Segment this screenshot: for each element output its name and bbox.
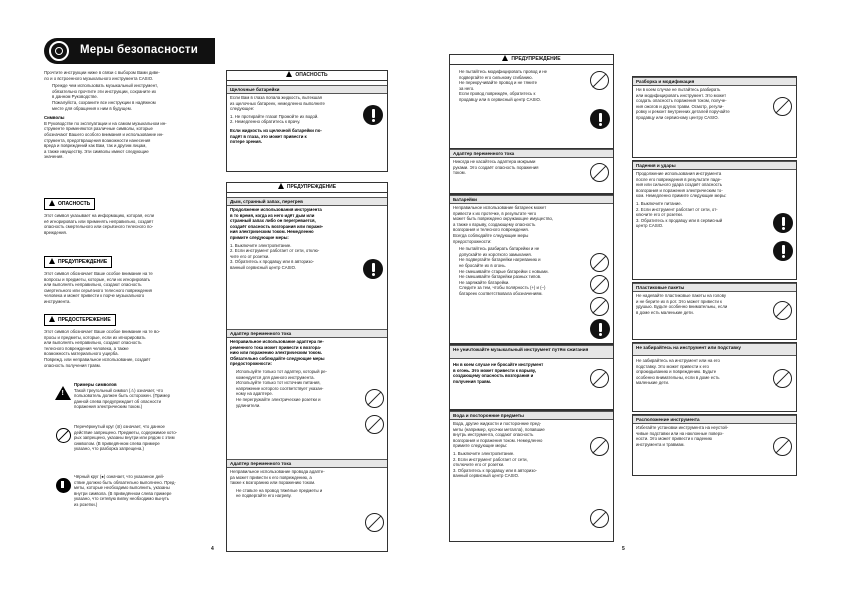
warning-text: человека и может привести к порче музыкального xyxy=(44,293,145,299)
body-line: примите следующие меры: xyxy=(230,234,289,240)
bullet-line: Не заряжайте батарейки. xyxy=(459,279,510,285)
step-line: 3. Обратитесь к продавцу или в сервисный xyxy=(636,217,723,223)
note-line: потере зрения. xyxy=(230,139,262,145)
drops-body xyxy=(636,171,768,229)
bullet-line: Пожалуйста, сохраните все инструкции в надёжном xyxy=(52,99,156,105)
body-line: из щелочных батареек, немедленно выполните xyxy=(230,100,325,106)
body-line: внутрь инструмента, создают опасность xyxy=(453,432,534,438)
body-line: продавцу или сервисному центру CASIO. xyxy=(636,114,719,120)
body-line: Вода, другие жидкости и посторонние пред- xyxy=(453,421,542,426)
body-line: Ни в коем случае не пытайтесь разбирать xyxy=(636,87,721,92)
drops-box xyxy=(632,160,797,280)
warning-text: Этот символ обозначает Ваше особое внимание на те xyxy=(44,271,153,276)
body-line: возгорания и поражения электрическим то- xyxy=(636,187,723,193)
unplug-mandatory-icon xyxy=(56,478,71,493)
bullet-line: Не смешивайте старые батарейки с новыми. xyxy=(459,268,549,274)
body-line: в то время, когда из него идёт дым или xyxy=(230,212,315,218)
caution-text: телесного повреждения человека, а также xyxy=(44,345,129,351)
ac-adaptor-body xyxy=(230,339,358,408)
bullet-line: обязательно прочтите эти инструкции, сохраните их xyxy=(52,88,157,94)
step-line: 2. Если инструмент работает от сети, xyxy=(453,456,528,462)
prohibited-icon xyxy=(590,71,609,90)
batteries-body xyxy=(230,95,358,145)
example-text: меты, которые необходимо выполнить, указаны xyxy=(74,485,170,491)
caution-text: просы и предметы, которые, если их игнорировать xyxy=(44,334,146,340)
ac-adaptor-box xyxy=(449,148,614,194)
plastic-bags-box xyxy=(632,282,797,340)
caution-text: или выполнять неправильно, создают опасность xyxy=(44,340,142,346)
water-section-title: Вода и посторонние предметы xyxy=(450,411,613,420)
symbols-text: обозначают Вашего особого внимания и использование ин- xyxy=(44,131,164,137)
intro-line: ло и о встроенного музыкального инструмента CASIO. xyxy=(44,75,154,81)
left-column xyxy=(44,70,215,160)
prohibited-disassembly-icon xyxy=(56,428,71,443)
header-inner-circle-icon xyxy=(55,47,63,55)
body-line: чивые подставки или на наклонные поверх- xyxy=(636,430,724,436)
danger-box xyxy=(226,70,388,172)
step-line: 1. Выключите электропитание. xyxy=(453,450,515,456)
body-line: ра может привести к его повреждению, а xyxy=(230,474,312,480)
warning-box-continued xyxy=(449,54,614,151)
bullet-line: не подвергайте его нагреву. xyxy=(236,493,292,499)
body-line: током. xyxy=(453,170,466,176)
body-line: подставку. Это может привести к его xyxy=(636,363,709,369)
symbols-heading: Символы xyxy=(44,115,65,121)
prohibited-icon xyxy=(773,437,792,456)
smoke-body xyxy=(230,207,358,271)
step-line: 1. Не протирайте глаза! Промойте их водой. xyxy=(230,113,319,119)
body-line: Не забирайтесь на инструмент или на его xyxy=(636,358,720,363)
location-section-title: Расположение инструмента xyxy=(633,415,796,424)
example-triangle xyxy=(74,382,216,410)
body-line: или модифицировать инструмент. Это может xyxy=(636,92,727,98)
right-page xyxy=(421,0,842,595)
caution-label: ПРЕДОСТЕРЕЖЕНИЕ xyxy=(44,314,116,326)
bullet-line: Используйте только тот источник питания, xyxy=(236,380,321,386)
body-line: странный запах либо он перегревается, xyxy=(230,218,316,224)
bullet-line: Не смешивайте батарейки разных типов. xyxy=(459,274,542,280)
prohibited-icon xyxy=(590,275,609,294)
body-line: Неправильное использование батареек может xyxy=(453,205,547,210)
body-line: также к возгоранию или поражению током. xyxy=(230,480,316,486)
symbols-text: струмента, предотвращения возможности нанесения xyxy=(44,137,151,143)
bullet-line: Используйте только тот адаптер, который ре- xyxy=(236,368,327,374)
prohibited-icon xyxy=(590,297,609,316)
body-line: ния ожогов и других травм. Осмотр, регули- xyxy=(636,103,724,109)
example-text: из розетки.) xyxy=(74,501,98,507)
body-line: ременного тока может привести к возгора- xyxy=(230,344,322,350)
water-body xyxy=(453,421,585,479)
water-box xyxy=(449,410,614,542)
examples-heading: Примеры символов xyxy=(74,382,117,387)
electric-shock-warning-icon xyxy=(55,386,71,400)
body-line: возгорания и поражения током. Немедленно xyxy=(453,437,543,443)
body-line: Избегайте установки инструмента на неустой- xyxy=(636,425,729,430)
warning-triangle-icon xyxy=(502,55,508,61)
example-text: Такой треугольный символ (⚠) означает, что xyxy=(74,387,164,393)
drops-section-title: Падения и удары xyxy=(633,161,796,170)
body-line: Продолжение использования инструмента xyxy=(636,171,722,176)
ac-adaptor-section-title: Адаптер переменного тока xyxy=(450,149,613,158)
section-header-bar xyxy=(44,38,215,64)
note-line: Если жидкость из щелочной батарейки по- xyxy=(230,127,322,133)
prohibited-icon xyxy=(365,513,384,532)
example-text: внутри символа. (В приведённом слева примере xyxy=(74,490,172,496)
body-line: ровку и ремонт внутренних деталей поручайте xyxy=(636,109,730,115)
example-text: действие запрещено. Предметы, содержимое кото- xyxy=(74,429,178,435)
example-text: Перечёркнутый круг (⊘) означает, что данное xyxy=(74,424,165,429)
body-line: предосторожности: xyxy=(453,238,492,244)
warning-text: смертельного или серьёзного телесного повреждения xyxy=(44,287,152,293)
body-line: создаёт опасность возгорания или пораже- xyxy=(230,223,324,229)
example-prohibited xyxy=(74,424,216,452)
body-line: может быть повреждено окружающее имущество, xyxy=(453,216,554,222)
disassembly-box xyxy=(632,76,797,158)
bullet-line: за него. xyxy=(459,85,475,91)
symbols-text: значения. xyxy=(44,154,64,160)
bullet-line: в данном Руководстве. xyxy=(52,94,98,100)
cord-bullets xyxy=(453,69,585,103)
prohibited-icon xyxy=(365,415,384,434)
step-line: чите его от розетки. xyxy=(230,253,270,259)
caution-definition xyxy=(44,308,215,368)
caution-text: Поврежд. или неправильное использование, создаёт xyxy=(44,356,151,362)
danger-label: ОПАСНОСТЬ xyxy=(44,198,95,210)
mandatory-action-icon xyxy=(773,213,793,233)
body-line: возгорания и телесного повреждения. xyxy=(453,227,529,233)
body-line: особенно внимательны, если в доме есть xyxy=(636,374,720,380)
example-text: поражения электрическим током.) xyxy=(74,404,143,410)
prohibited-icon xyxy=(773,97,792,116)
batteries-body xyxy=(453,205,585,297)
body-line: Неправильное использование провода адапте- xyxy=(230,469,325,474)
mandatory-action-icon xyxy=(363,259,383,279)
fire-section-title: Не уничтожайте музыкальный инструмент путём сжигания xyxy=(450,345,613,359)
bullet-line: Не перекручивайте провод и не тяните xyxy=(459,80,537,86)
body-line: предосторожности: xyxy=(230,361,272,367)
fire-box xyxy=(449,344,614,410)
warning-text: или выполнять неправильно, создают опасность xyxy=(44,282,142,288)
bullet-line: не бросайте их в огонь. xyxy=(459,262,506,268)
fire-body xyxy=(453,362,585,384)
step-line: 3. Обратитесь к продавцу или в авторизо- xyxy=(230,259,314,265)
warning-triangle-icon xyxy=(49,200,55,206)
bullet-line: продавцу или в сервисный центр CASIO. xyxy=(459,96,542,102)
body-line: удушью. Будьте особенно внимательны, если xyxy=(636,304,728,310)
step-line: 2. Если инструмент работает от сети, от- xyxy=(636,206,718,212)
body-line: ния электрическим током. Немедленно xyxy=(230,229,314,235)
ac-adaptor-section-title: Адаптер переменного тока xyxy=(227,329,387,338)
caution-text: Этот символ обозначает Ваше особое внимание на те во- xyxy=(44,329,161,334)
ac-adaptor-body-2 xyxy=(230,469,358,499)
prohibited-icon xyxy=(590,163,609,182)
warning-label: ПРЕДУПРЕЖДЕНИЕ xyxy=(44,256,112,268)
body-line: Всегда соблюдайте следующие меры xyxy=(453,232,529,238)
bullet-line: Если провод повреждён, обратитесь к xyxy=(459,91,536,97)
bullet-line: Не пытайтесь разбирать батарейки и не xyxy=(459,246,540,252)
body-line: создать опасность поражения током, получе- xyxy=(636,98,727,104)
warning-text: вопросы и предметы, которые, если их игнорировать xyxy=(44,276,151,282)
intro-line: Прочтите инструкции ниже в связи с выбором Вами диве- xyxy=(44,70,160,75)
location-body xyxy=(636,425,768,447)
step-line: 3. Обратитесь к продавцу или в авторизо- xyxy=(453,467,537,473)
caution-text: опасность получения травм. xyxy=(44,362,101,368)
warning-definition xyxy=(44,250,215,305)
body-line: и не берите их в рот. Это может привести к xyxy=(636,298,722,304)
body-line: маленькие дети. xyxy=(636,380,670,386)
batteries-section-title: Щелочные батарейки xyxy=(227,85,387,94)
climbing-body xyxy=(636,358,768,386)
danger-text: опасность смертельного или серьёзного телесного по- xyxy=(44,224,154,230)
body-line: инструмента и травмам. xyxy=(636,441,685,447)
danger-box-header: ОПАСНОСТЬ xyxy=(227,71,387,81)
caution-text: возможность материального ущерба. xyxy=(44,351,119,357)
body-line: Никогда не касайтесь адаптера мокрыми xyxy=(453,159,536,164)
danger-text: Этот символ указывает на информацию, которая, если xyxy=(44,213,155,218)
bullet-line: батареек соответствовала обозначениям. xyxy=(459,290,543,296)
body-line: Не надевайте пластиковые пакеты на голову xyxy=(636,293,727,298)
example-text: указано, что разборка запрещена.) xyxy=(74,446,144,452)
warning-triangle-icon xyxy=(286,71,292,77)
example-mandatory xyxy=(74,474,216,508)
warning-text: инструмента. xyxy=(44,298,71,304)
page-number: 4 xyxy=(211,546,214,552)
example-text: данной слева предупреждает об опасности xyxy=(74,398,161,404)
prohibited-icon xyxy=(590,437,609,456)
body-line: примите следующие меры: xyxy=(453,443,508,449)
ac-adaptor-body xyxy=(453,159,585,176)
bullet-line: Прежде чем использовать музыкальный инструмент, xyxy=(52,83,158,89)
warning-box-header: ПРЕДУПРЕЖДЕНИЕ xyxy=(450,55,613,65)
batteries-section-title: Батарейки xyxy=(450,195,613,204)
prohibited-icon xyxy=(773,369,792,388)
body-line: после его повреждения в результате паде- xyxy=(636,176,722,182)
page-title: Меры безопасности xyxy=(80,44,199,56)
mandatory-action-icon xyxy=(590,109,610,129)
smoke-section-title: Дым, странный запах, перегрев xyxy=(227,197,387,206)
bullet-line: ному на адаптере. xyxy=(236,391,273,397)
example-text: символом. (В приведённом слева примере xyxy=(74,440,160,446)
step-line: центр CASIO. xyxy=(636,223,664,229)
body-line: Ни в коем случае не бросайте инструмент xyxy=(453,362,544,367)
bullet-line: Следите за тем, чтобы полярность (+) и (–) xyxy=(459,285,546,291)
warning-box-header: ПРЕДУПРЕЖДЕНИЕ xyxy=(227,183,387,193)
symbols-text: струменте применяются различные символы, которые xyxy=(44,126,153,132)
note-line: падёт в глаза, это может привести к xyxy=(230,133,307,139)
climbing-section-title: Не забирайтесь на инструмент или подставку xyxy=(633,343,796,356)
step-line: ванный сервисный центр CASIO. xyxy=(230,264,297,270)
bullet-line: удлинители. xyxy=(236,402,261,408)
body-line: в доме есть маленькие дети. xyxy=(636,309,694,315)
body-line: а также к взрыву, создающему опасность xyxy=(453,221,536,227)
body-line: ком. Немедленно примите следующие меры: xyxy=(636,193,727,199)
warning-triangle-icon xyxy=(49,258,55,264)
bullet-line: комендуется для данного инструмента. xyxy=(236,374,315,380)
bullet-line: подвергайте его сильному сгибанию. xyxy=(459,74,533,80)
example-text: указано, что сетевую вилку необходимо вынуть xyxy=(74,496,170,502)
prohibited-icon xyxy=(590,253,609,272)
body-line: меты (например, кусочки металла), попавшие xyxy=(453,426,545,432)
body-line: Обязательно соблюдайте следующие меры xyxy=(230,355,325,361)
prohibited-icon xyxy=(773,301,792,320)
step-line: отключите его от розетки. xyxy=(453,462,505,468)
body-line: ности. Это может привести к падению xyxy=(636,436,712,442)
body-line: привести к их протечке, в результате чего xyxy=(453,210,537,216)
body-line: руками. Это создаёт опасность поражения xyxy=(453,164,539,170)
prohibited-icon xyxy=(365,389,384,408)
step-line: 2. Немедленно обратитесь к врачу. xyxy=(230,119,301,125)
step-line: ванный сервисный центр CASIO. xyxy=(453,473,520,479)
body-line: получения травм. xyxy=(453,378,492,384)
climbing-box xyxy=(632,342,797,412)
page-number: 5 xyxy=(622,546,625,552)
body-line: следующее: xyxy=(230,106,255,112)
disassembly-section-title: Разборка и модификация xyxy=(633,77,796,86)
bullet-line: допускайте их короткого замыкания. xyxy=(459,251,532,257)
warning-box xyxy=(226,182,388,552)
prohibited-icon xyxy=(590,369,609,388)
bullet-line: Не перегружайте электрические розетки и xyxy=(236,396,321,402)
example-text: рых запрещено, указаны внутри или рядом с этим xyxy=(74,435,175,441)
location-box xyxy=(632,414,797,476)
body-line: Если Вам в глаза попала жидкость, вытекшая xyxy=(230,95,322,100)
plastic-bags-body xyxy=(636,293,768,315)
symbols-text: В Руководстве по эксплуатации и на самом музыкальном ин- xyxy=(44,120,167,126)
body-line: ния или сильного удара создаёт опасность xyxy=(636,182,723,188)
bullet-line: Не подвергайте батарейки нагреванию и xyxy=(459,257,541,263)
danger-definition xyxy=(44,192,215,235)
body-line: Неправильное использование адаптера пе- xyxy=(230,339,324,344)
danger-text: её игнорировать или применять неправильно, создаёт xyxy=(44,218,154,224)
bullet-line: Не ставьте на провод тяжёлые предметы и xyxy=(236,487,323,493)
body-line: Продолжение использования инструмента xyxy=(230,207,322,212)
bullet-line: Не пытайтесь модифицировать провод и не xyxy=(459,69,548,74)
bullet-line: напряжение которого соответствует указан- xyxy=(236,385,324,391)
body-line: создающему опасность возгорания и xyxy=(453,373,534,379)
ac-adaptor-section-title-2: Адаптер переменного тока xyxy=(227,459,387,468)
mandatory-action-icon xyxy=(590,319,610,339)
step-line: ключите его от розетки. xyxy=(636,212,683,218)
mandatory-action-icon xyxy=(363,105,383,125)
step-line: 1. Выключите электропитание. xyxy=(230,242,292,248)
body-line: опрокидыванию и повреждению. Будьте xyxy=(636,369,717,375)
plastic-bags-section-title: Пластиковые пакеты xyxy=(633,283,796,292)
danger-text: вреждения. xyxy=(44,229,68,235)
symbols-text: вреда и повреждений как Вам, так и другим лицам, xyxy=(44,143,147,149)
body-line: в огонь. Это может привести к взрыву, xyxy=(453,367,536,373)
example-text: ствие должно быть обязательно выполнено. Пред- xyxy=(74,479,176,485)
bullet-line: месте для обращения к ним в будущем. xyxy=(52,105,132,111)
batteries-box xyxy=(449,194,614,344)
step-line: 2. Если инструмент работает от сети, отклю- xyxy=(230,248,320,254)
warning-triangle-icon xyxy=(49,316,55,322)
step-line: 1. Выключите питание. xyxy=(636,200,682,206)
warning-triangle-icon xyxy=(278,183,284,189)
symbols-text: а также имуществу. Эти символы имеют следующие xyxy=(44,148,149,154)
example-text: пользователь должен быть осторожен. (Пример xyxy=(74,393,171,399)
body-line: нию или поражению электрическим током. xyxy=(230,350,322,356)
disassembly-body xyxy=(636,87,768,121)
prohibited-icon xyxy=(590,509,609,528)
example-text: Чёрный круг (●) означает, что указанное дей- xyxy=(74,474,165,479)
mandatory-action-icon xyxy=(773,241,793,261)
